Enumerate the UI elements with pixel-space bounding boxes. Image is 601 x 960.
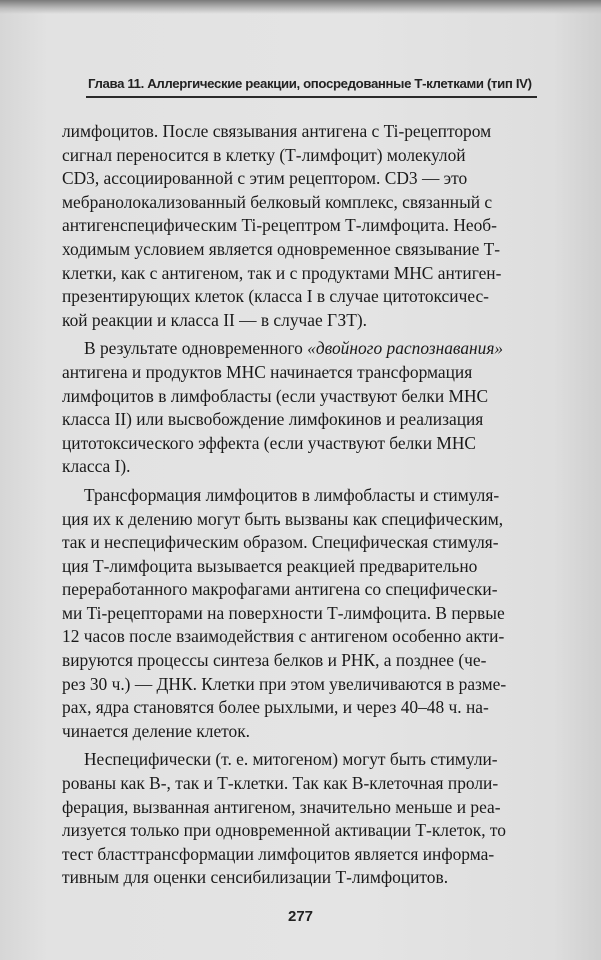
text-line: цитотоксического эффекта (если участвуют белки МНС — [62, 432, 477, 453]
text-line: рез 30 ч.) — ДНК. Клетки при этом увеличиваются в разме- — [62, 673, 507, 694]
header-rule — [86, 96, 537, 98]
text-line: класса I). — [62, 456, 131, 477]
text-line: 12 часов после взаимодействия с антигеном особенно акти- — [62, 626, 505, 647]
text-line: рованы как В-, так и Т-клетки. Так как В-клеточная проли- — [62, 773, 499, 794]
paragraph-1 — [62, 120, 535, 332]
text-line: лизуется только при одновременной активации Т-клеток, то — [62, 820, 506, 841]
text-line: ходимым условием является одновременное связывание Т- — [62, 238, 501, 259]
text-line: лимфоцитов. После связывания антигена с Ti-рецептором — [62, 121, 492, 141]
text-line: тест бласттрансформации лимфоцитов является информа- — [62, 843, 495, 864]
text-line: сигнал переносится в клетку (Т-лимфоцит) молекулой — [62, 144, 466, 165]
text-line: клетки, как с антигеном, так и с продуктами МНС антиген- — [62, 262, 502, 283]
text-line: лимфоцитов в лимфобласты (если участвуют белки МНС — [62, 385, 489, 406]
text-line: мебранолокализованный белковый комплекс, связанный с — [62, 191, 493, 212]
text-line: чинается деление клеток. — [62, 720, 251, 741]
paragraph-2 — [62, 337, 535, 479]
running-header: Глава 11. Аллергические реакции, опосредованные Т-клетками (тип IV) — [88, 76, 532, 91]
text-line: Трансформация лимфоцитов в лимфобласты и стимуля- — [84, 484, 500, 505]
text-line: CD3, ассоциированной с этим рецептором. CD3 — это — [62, 168, 468, 189]
text-line: переработанного макрофагами антигена со специфически- — [62, 579, 498, 600]
text-line: ция их к делению могут быть вызваны как специфическим, — [62, 508, 504, 529]
scan-edge-shadow — [0, 0, 601, 14]
text-line: рах, ядра становятся более рыхлыми, и через 40–48 ч. на- — [62, 697, 489, 718]
text-line: ферация, вызванная антигеном, значительно меньше и реа- — [62, 796, 501, 817]
paragraph-3 — [62, 484, 535, 744]
text-line: Неспецифически (т. е. митогеном) могут быть стимули- — [84, 749, 498, 770]
text-run: В результате одновременного — [84, 338, 308, 359]
text-line: ми Ti-рецепторами на поверхности Т-лимфоцита. В первые — [62, 602, 505, 623]
text-line: антигенспецифическим Ti-рецептром Т-лимфоцита. Необ- — [62, 215, 497, 236]
paragraph-4 — [62, 748, 535, 890]
text-line: кой реакции и класса II — в случае ГЗТ). — [62, 309, 368, 330]
text-line: класса II) или высвобождение лимфокинов и реализация — [62, 409, 484, 430]
body-text — [62, 120, 535, 890]
text-line: ция Т-лимфоцита вызывается реакцией предварительно — [62, 555, 478, 576]
page-number: 277 — [287, 908, 314, 925]
text-line: так и неспецифическим образом. Специфическая стимуля- — [62, 532, 499, 553]
text-line: вируются процессы синтеза белков и РНК, а позднее (че- — [62, 650, 487, 671]
text-line: тивным для оценки сенсибилизации Т-лимфоцитов. — [62, 867, 449, 888]
text-line: антигена и продуктов МНС начинается трансформация — [62, 361, 473, 382]
emphasis-term: «двойного распознавания» — [307, 338, 504, 359]
text-line: презентирующих клеток (класса I в случае цитотоксичес- — [62, 286, 489, 307]
text-line — [62, 337, 535, 361]
